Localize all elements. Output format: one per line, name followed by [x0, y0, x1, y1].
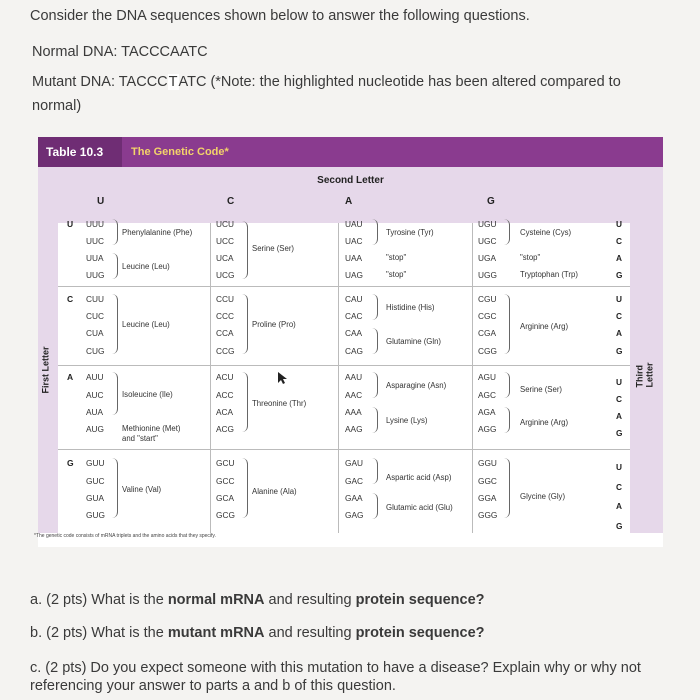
amino-acid: "stop" [520, 253, 541, 262]
intro-text: Consider the DNA sequences shown below to answer the following questions. [30, 8, 530, 24]
brace [112, 219, 118, 245]
codon: UCA [216, 253, 234, 263]
codon: AUU [86, 372, 104, 382]
codon: UGA [478, 253, 496, 263]
codon: CCU [216, 294, 234, 304]
question-a-mid: and resulting [264, 592, 356, 608]
codon: GAC [345, 476, 363, 486]
codon: CCC [216, 311, 234, 321]
amino-acid: Methionine (Met) [122, 424, 181, 433]
third-letter: A [616, 411, 622, 421]
third-letter: G [616, 428, 623, 438]
codon: AGC [478, 390, 496, 400]
codon: GGA [478, 493, 497, 503]
codon: GUC [86, 476, 105, 486]
third-letter: U [616, 219, 622, 229]
codon: CCG [216, 346, 235, 356]
third-letter: A [616, 253, 622, 263]
amino-acid: Cysteine (Cys) [520, 228, 572, 237]
brace [372, 372, 378, 398]
codon: AAG [345, 424, 363, 434]
amino-acid: Lysine (Lys) [386, 416, 428, 425]
codon: AAC [345, 390, 363, 400]
third-letter-label: Third Letter [634, 362, 655, 388]
codon: AGA [478, 407, 496, 417]
codon: CGC [478, 311, 497, 321]
codon: UAC [345, 236, 363, 246]
col-divider [210, 223, 211, 533]
row-divider [58, 286, 630, 287]
amino-acid: Serine (Ser) [520, 385, 563, 394]
amino-acid: Histidine (His) [386, 303, 435, 312]
brace [242, 372, 248, 432]
brace [242, 458, 248, 518]
codon: CUU [86, 294, 104, 304]
codon: UGU [478, 219, 497, 229]
amino-acid: Alanine (Ala) [252, 487, 297, 496]
codon: AGG [478, 424, 497, 434]
col-head-c: A [345, 196, 353, 207]
mutant-dna-prefix: Mutant DNA: TACCC [32, 74, 168, 90]
codon: CGG [478, 346, 497, 356]
codon: CGU [478, 294, 497, 304]
brace [372, 294, 378, 320]
amino-acid: Glycine (Gly) [520, 492, 566, 501]
amino-acid: "stop" [386, 253, 407, 262]
brace [112, 372, 118, 415]
codon: CGA [478, 328, 496, 338]
question-b-prefix: b. (2 pts) What is the [30, 625, 168, 641]
codon: GUA [86, 493, 104, 503]
row-letter-c: C [67, 294, 74, 304]
codon: UUC [86, 236, 104, 246]
codon: ACA [216, 407, 234, 417]
codon: ACG [216, 424, 234, 434]
first-letter-label: First Letter [40, 346, 51, 394]
codon: UAA [345, 253, 363, 263]
amino-acid: Asparagine (Asn) [386, 381, 447, 390]
codon: GUU [86, 458, 105, 468]
amino-acid: Valine (Val) [122, 485, 162, 494]
question-c-line1: c. (2 pts) Do you expect someone with this mutation to have a disease? Explain why or why not [30, 660, 641, 676]
question-b-mid: and resulting [264, 625, 356, 641]
third-letter: G [616, 270, 623, 280]
row-letter-a: A [67, 372, 74, 382]
brace [372, 407, 378, 433]
third-letter: C [616, 482, 622, 492]
amino-acid: Leucine (Leu) [122, 262, 170, 271]
codon: UUU [86, 219, 104, 229]
codon: CUC [86, 311, 104, 321]
col-head-u: C [227, 196, 235, 207]
amino-acid: Glutamic acid (Glu) [386, 503, 453, 512]
brace [112, 294, 118, 354]
brace [372, 493, 378, 519]
codon: UAU [345, 219, 363, 229]
codon: GCG [216, 510, 235, 520]
mutant-dna [32, 74, 621, 90]
codon: GCC [216, 476, 235, 486]
cursor-arrow-icon [276, 371, 288, 385]
question-c-line2: referencing your answer to parts a and b of this question. [30, 678, 396, 694]
second-letter-label: Second Letter [317, 175, 384, 186]
codon: UUG [86, 270, 105, 280]
question-b [30, 625, 485, 641]
third-letter: C [616, 236, 622, 246]
codon: GGG [478, 510, 498, 520]
third-letter: A [616, 328, 622, 338]
codon: GUG [86, 510, 105, 520]
codon: CAC [345, 311, 363, 321]
third-letter: U [616, 294, 622, 304]
col-divider [472, 223, 473, 533]
mutant-dna-suffix: ATC (*Note: the highlighted nucleotide has been altered compared to [178, 74, 621, 90]
amino-acid: Tryptophan (Trp) [520, 270, 578, 279]
brace [504, 458, 510, 518]
row-divider [58, 365, 630, 366]
codon: AUC [86, 390, 104, 400]
brace [242, 221, 248, 279]
codon: UCC [216, 236, 234, 246]
amino-acid: Aspartic acid (Asp) [386, 473, 452, 482]
codon: UCG [216, 270, 235, 280]
third-letter: A [616, 501, 622, 511]
row-divider [58, 449, 630, 450]
brace [504, 407, 510, 433]
codon: UAG [345, 270, 363, 280]
brace [504, 372, 510, 398]
codon: CAA [345, 328, 363, 338]
codon: CUG [86, 346, 105, 356]
codon: CAG [345, 346, 363, 356]
brace [504, 219, 510, 245]
codon: GAU [345, 458, 363, 468]
question-b-bold2: protein sequence? [355, 625, 485, 641]
brace [372, 458, 378, 484]
codon: GAG [345, 510, 364, 520]
third-letter: C [616, 311, 622, 321]
row-letter-u: U [67, 219, 74, 229]
codon: ACU [216, 372, 234, 382]
codon: ACC [216, 390, 234, 400]
table-title: The Genetic Code* [131, 146, 229, 158]
codon: GCA [216, 493, 234, 503]
amino-acid: "stop" [386, 270, 407, 279]
amino-acid: Serine (Ser) [252, 244, 295, 253]
amino-acid: and "start" [122, 434, 158, 443]
brace [504, 294, 510, 354]
brace [372, 219, 378, 245]
question-a [30, 592, 485, 608]
col-head-g: G [487, 196, 495, 207]
genetic-code-table [34, 137, 663, 547]
row-letter-g: G [67, 458, 74, 468]
codon: GCU [216, 458, 235, 468]
amino-acid: Tyrosine (Tyr) [386, 228, 434, 237]
mutant-dna-line2: normal) [32, 98, 82, 114]
codon: GGC [478, 476, 497, 486]
third-letter: U [616, 462, 622, 472]
codon: UCU [216, 219, 234, 229]
codon: AUA [86, 407, 104, 417]
amino-acid: Phenylalanine (Phe) [122, 228, 193, 237]
codon: AUG [86, 424, 104, 434]
amino-acid: Glutamine (Gln) [386, 337, 442, 346]
brace [112, 253, 118, 279]
third-letter: G [616, 346, 623, 356]
amino-acid: Threonine (Thr) [252, 399, 307, 408]
codon: UGC [478, 236, 497, 246]
table-number: Table 10.3 [46, 145, 104, 159]
table-footnote: *The genetic code consists of mRNA triplets and the amino acids that they specify. [34, 533, 216, 539]
question-a-bold1: normal mRNA [167, 592, 265, 608]
normal-dna: Normal DNA: TACCCAATC [32, 44, 208, 60]
codon: AAU [345, 372, 363, 382]
question-a-bold2: protein sequence? [355, 592, 485, 608]
amino-acid: Leucine (Leu) [122, 320, 170, 329]
codon: UUA [86, 253, 104, 263]
codon: CAU [345, 294, 363, 304]
third-letter: G [616, 521, 623, 531]
amino-acid: Arginine (Arg) [520, 322, 569, 331]
first-col-letter: U [97, 196, 105, 207]
col-divider [338, 223, 339, 533]
third-letter: U [616, 377, 622, 387]
codon: AAA [345, 407, 362, 417]
mutant-highlight: T [168, 74, 178, 90]
codon: CUA [86, 328, 104, 338]
amino-acid: Isoleucine (Ile) [122, 390, 173, 399]
codon: GGU [478, 458, 497, 468]
brace [372, 328, 378, 354]
amino-acid: Proline (Pro) [252, 320, 296, 329]
brace [112, 458, 118, 518]
brace [242, 294, 248, 354]
third-letter: C [616, 394, 622, 404]
question-a-prefix: a. (2 pts) What is the [30, 592, 168, 608]
codon: UGG [478, 270, 497, 280]
question-b-bold1: mutant mRNA [167, 625, 265, 641]
amino-acid: Arginine (Arg) [520, 418, 569, 427]
codon: GAA [345, 493, 363, 503]
codon: CCA [216, 328, 234, 338]
codon: AGU [478, 372, 496, 382]
